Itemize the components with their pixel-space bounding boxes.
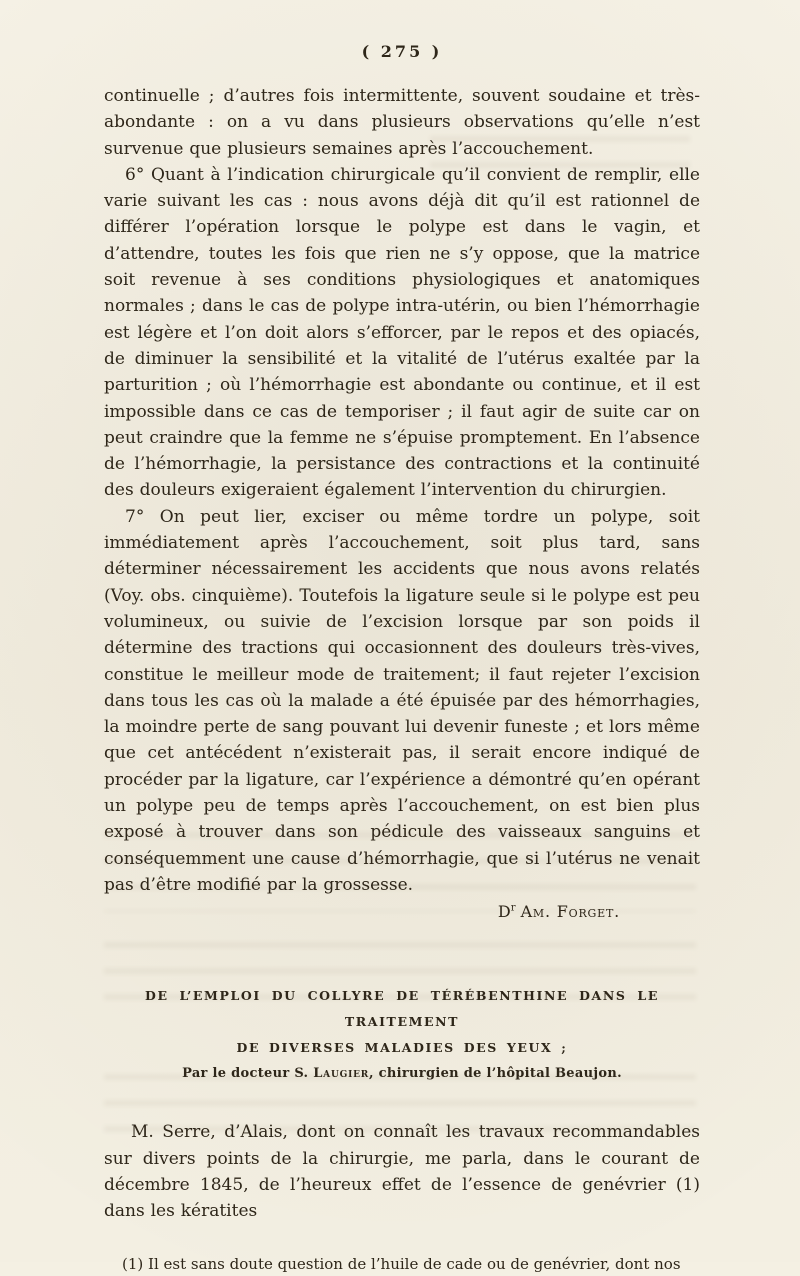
- paragraph-point-7: 7° On peut lier, exciser ou même tordre un polype, soit immédiatement après l’accouchement, soit plus tard, sans déterminer nécessairement les accidents que nous avons relatés (Voy. obs. cinquième). Toutefois la ligature seule si le polype est peu volumineux, ou suivie de l’excision lorsque par son poids il détermine des tractions qui occasionnent des douleurs très-vives, constitue le meilleur mode de traitement; il faut rejeter l’excision dans tous les cas où la malade a été épuisée par des hémorrhagies, la moindre perte de sang pouvant lui devenir funeste ; et lors même que cet antécédent n’existerait pas, il serait encore indiqué de procéder par la ligature, car l’expérience a démontré qu’en opérant un polype peu de temps après l’accouchement, on est bien plus exposé à trouver dans son pédicule des vaisseaux sanguins et conséquemment une cause d’hémorrhagie, que si l’utérus ne venait pas d’être modifié par la grossesse.: [104, 506, 700, 895]
- byline-prefix: Par le docteur S.: [182, 1066, 314, 1082]
- byline-author-name: Laugier: [313, 1066, 370, 1082]
- page-number: ( 275 ): [361, 42, 443, 61]
- paragraph-point-6: 6° Quant à l’indication chirurgicale qu’il convient de remplir, elle varie suivant les cas : nous avons déjà dit qu’il est rationnel de différer l’opération lorsque le polype est dans le vagin, et d’attendre, toutes les fois que rien ne s’y oppose, que la matrice soit revenue à ses conditions physiologiques et anatomiques normales ; dans le cas de polype intra-utérin, ou bien l’hémorrhagie est légère et l’on doit alors s’efforcer, par le repos et des opiacés, de diminuer la sensibilité et la vitalité de l’utérus exaltée par la parturition ; où l’hémorrhagie est abondante ou continue, et il est impossible dans ce cas de temporiser ; il faut agir de suite car on peut craindre que la femme ne s’épuise promptement. En l’absence de l’hémorrhagie, la persistance des contractions et la continuité des douleurs exigeraient également l’intervention du chirurgien.: [104, 164, 700, 501]
- footnote: (1) Il est sans doute question de l’huile de cade ou de genévrier, dont nos: [122, 1255, 681, 1274]
- signature-title: D: [497, 902, 511, 922]
- paragraph-continuation: continuelle ; d’autres fois intermittente, souvent soudaine et très-abondante : on a vu dans plusieurs observations qu’elle n’est survenue que plusieurs semaines après l’accouchement.: [104, 86, 700, 159]
- author-signature: [104, 902, 700, 921]
- byline-suffix: , chirurgien de l’hôpital Beaujon.: [369, 1066, 622, 1082]
- signature-author-name: Am. Forget.: [520, 902, 620, 922]
- paragraph-serre: M. Serre, d’Alais, dont on connaît les travaux recommandables sur divers points de la chirurgie, me parla, dans le courant de décembre 1845, de l’heureux effet de l’essence de genévrier (1) dans les kératites: [104, 1122, 700, 1222]
- article-byline: [104, 1066, 700, 1081]
- article-title: [104, 983, 700, 1061]
- article-title-line2: DE DIVERSES MALADIES DES YEUX ;: [236, 1040, 568, 1056]
- signature-superscript: r: [510, 902, 516, 914]
- article-title-line1: DE L’EMPLOI DU COLLYRE DE TÉRÉBENTHINE DANS LE TRAITEMENT: [145, 988, 659, 1030]
